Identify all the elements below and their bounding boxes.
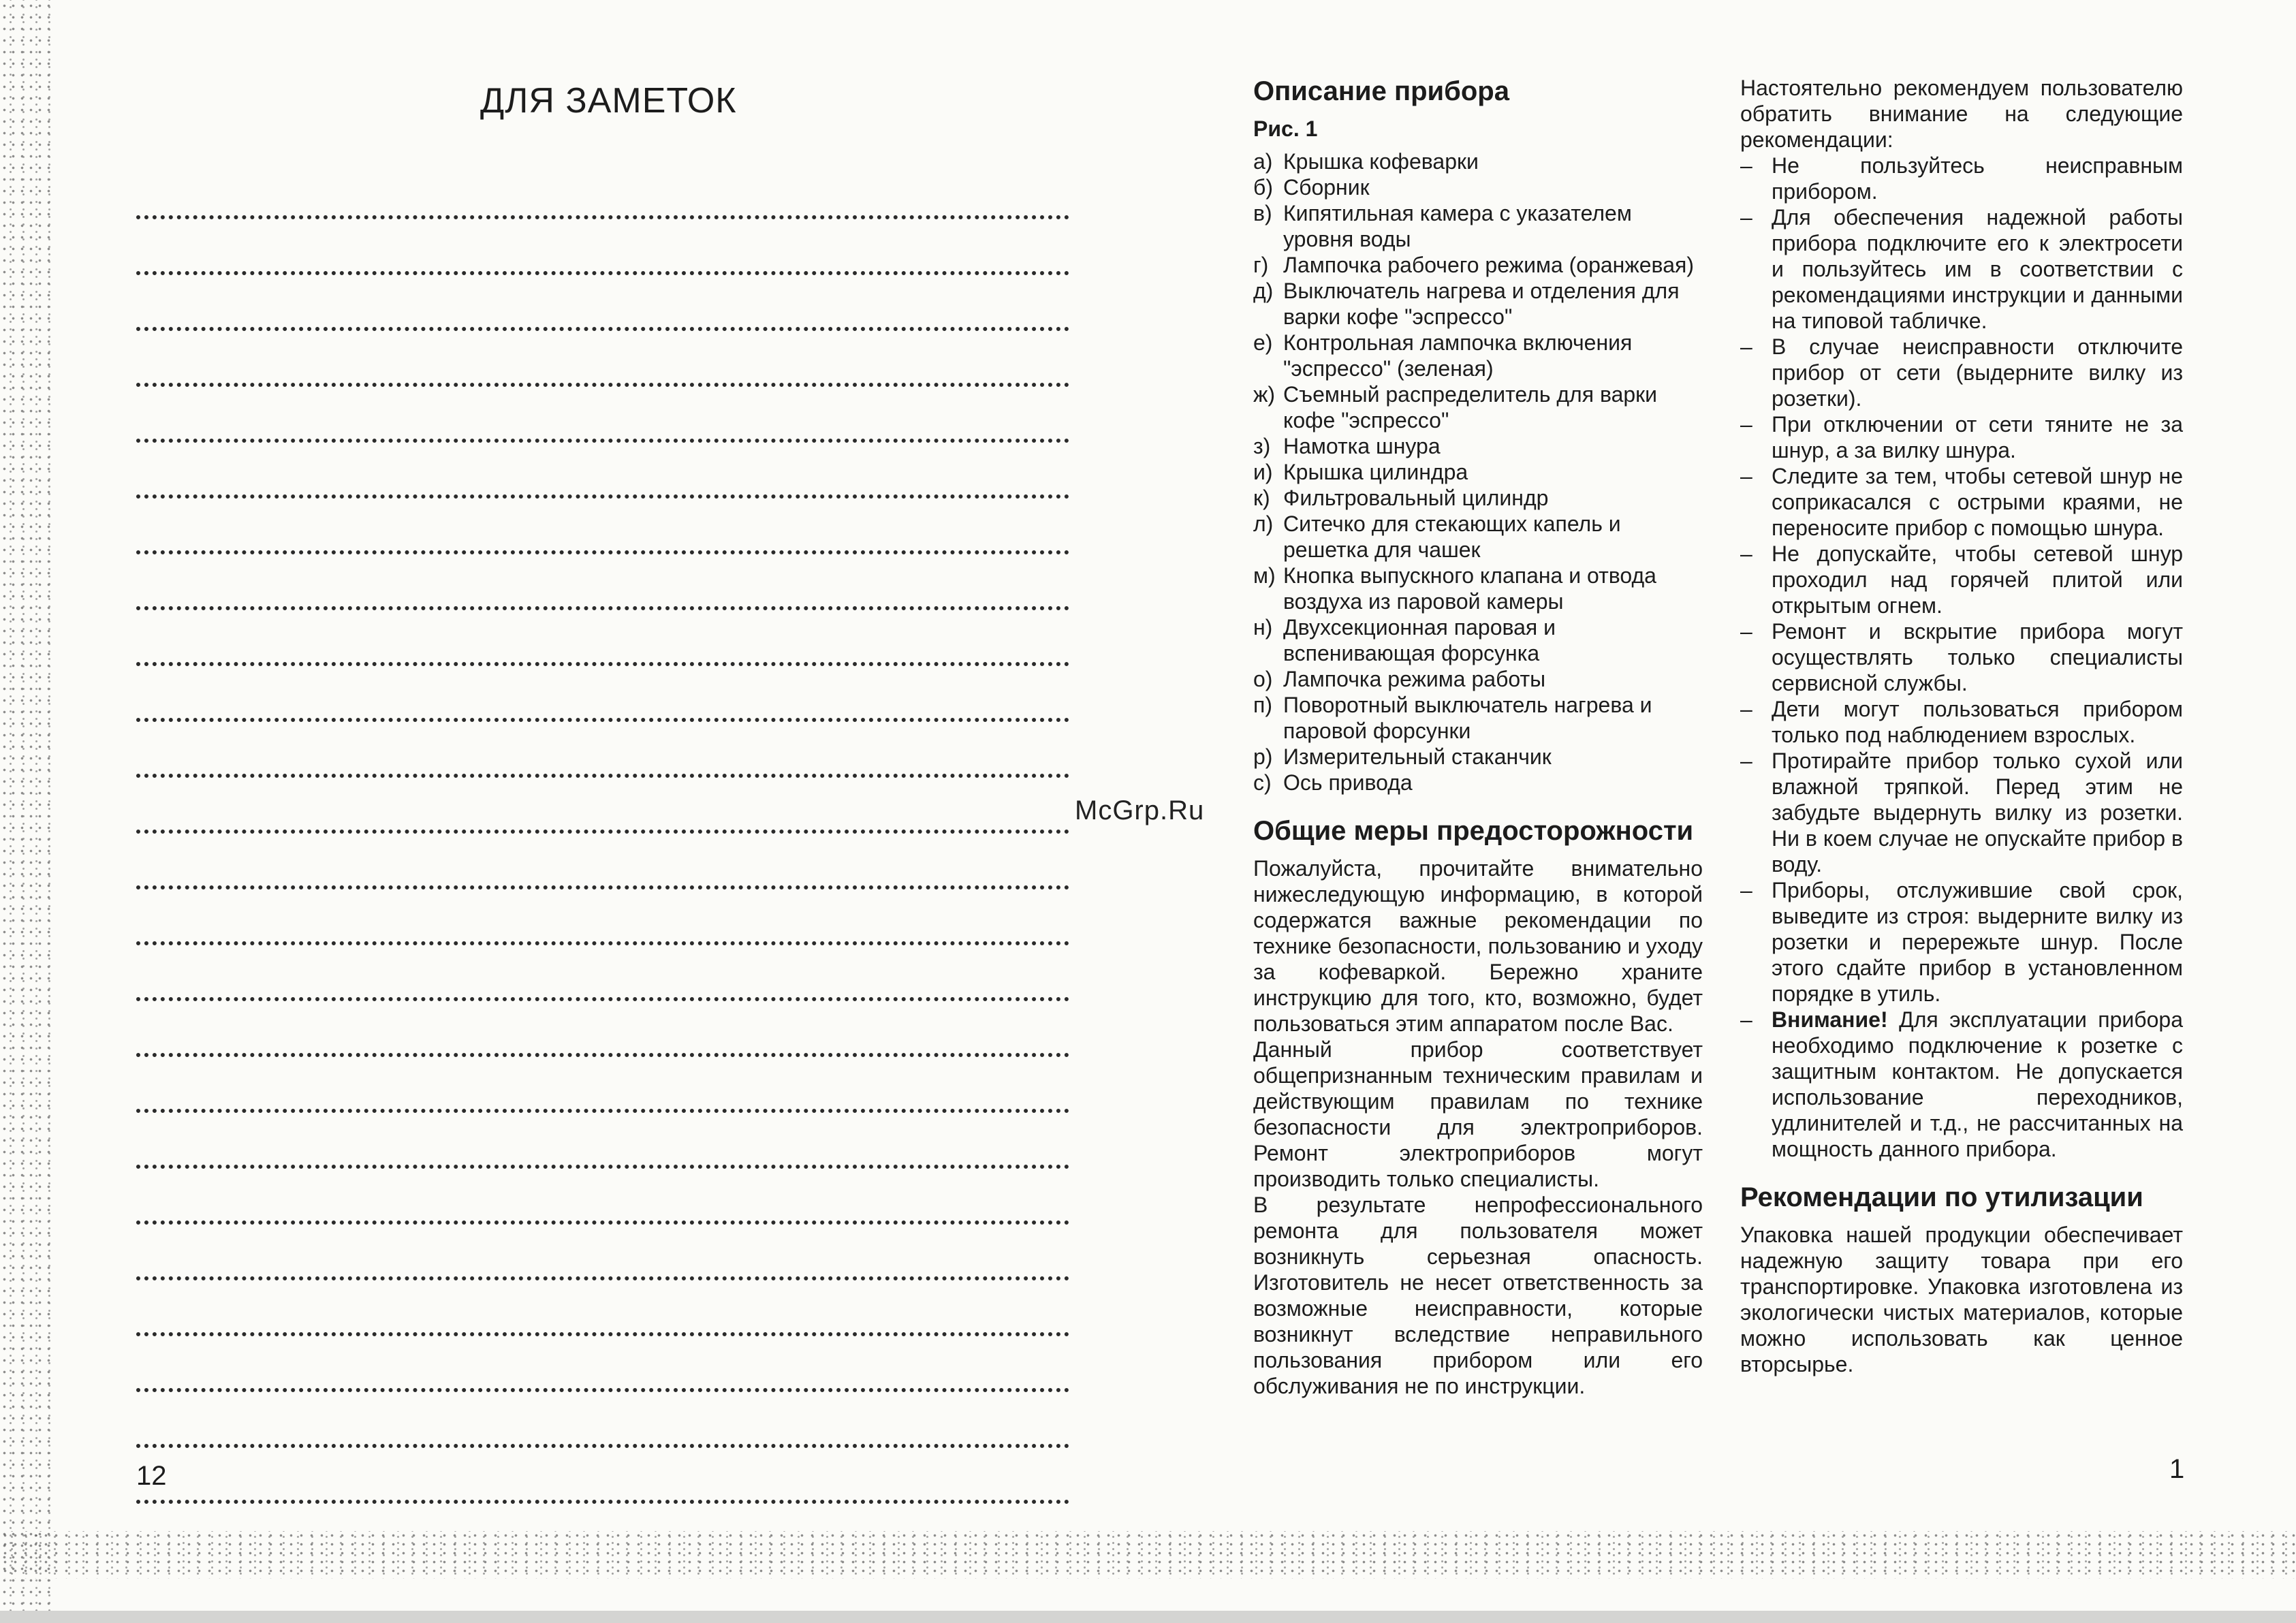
note-line: [136, 1392, 1069, 1448]
part-item: [1253, 148, 1703, 174]
note-line: [136, 722, 1069, 778]
part-marker: и): [1253, 460, 1273, 484]
part-marker: н): [1253, 615, 1273, 640]
note-line: [136, 1336, 1069, 1392]
note-line: [136, 1113, 1069, 1169]
note-line: [136, 443, 1069, 499]
notes-lines: [136, 163, 1069, 1504]
part-item: [1253, 770, 1703, 795]
parts-list: [1253, 148, 1703, 795]
part-text: Контрольная лампочка включения "эспрессо" (зеленая): [1283, 330, 1633, 381]
precautions-paragraph-1: Пожалуйста, прочитайте внимательно нижеследующую информацию, в которой содержатся важные рекомендации по технике безопасности, пользованию и уходу за кофеваркой. Бережно храните инструкцию для того, кто, возможно, будет пользоваться этим аппаратом после Вас.: [1253, 856, 1703, 1036]
recommendation-item: [1740, 463, 2183, 541]
note-line: [136, 778, 1069, 834]
part-item: [1253, 563, 1703, 614]
recommendation-item: [1740, 153, 2183, 204]
recommendation-item: [1740, 748, 2183, 877]
recommendations-list: [1740, 153, 2183, 1007]
note-line: [136, 163, 1069, 219]
part-text: Сборник: [1283, 175, 1370, 200]
list-dash: –: [1740, 878, 1752, 902]
recommendation-text: Ремонт и вскрытие прибора могут осуществлять только специалисты сервисной службы.: [1772, 619, 2183, 695]
part-text: Ось привода: [1283, 770, 1413, 795]
column-description: [1253, 75, 1703, 1399]
part-text: Крышка кофеварки: [1283, 149, 1479, 174]
column-recommendations: [1740, 75, 2183, 1377]
note-line: [136, 387, 1069, 443]
recommendation-text: В случае неисправности отключите прибор от сети (выдерните вилку из розетки).: [1772, 334, 2183, 411]
recommendation-item: [1740, 204, 2183, 334]
notes-title: ДЛЯ ЗАМЕТОК: [480, 81, 737, 121]
part-marker: м): [1253, 563, 1276, 588]
warning-text: Для эксплуатации прибора необходимо подключение к розетке с защитным контактом. Не допускается использование переходников, удлинителей и т.д., не рассчитанных на мощность данного прибора.: [1772, 1007, 2183, 1161]
part-text: Выключатель нагрева и отделения для варки кофе "эспрессо": [1283, 279, 1680, 329]
part-item: [1253, 511, 1703, 563]
part-item: [1253, 381, 1703, 433]
part-text: Съемный распределитель для варки кофе "эспрессо": [1283, 382, 1658, 432]
recommendation-item: [1740, 411, 2183, 463]
recommendation-item: [1740, 334, 2183, 411]
part-text: Кнопка выпускного клапана и отвода воздуха из паровой камеры: [1283, 563, 1656, 614]
part-item: [1253, 433, 1703, 459]
part-marker: о): [1253, 667, 1273, 691]
recommendation-item: [1740, 696, 2183, 748]
part-item: [1253, 174, 1703, 200]
part-marker: д): [1253, 279, 1274, 303]
part-item: [1253, 666, 1703, 692]
precautions-paragraph-2: Данный прибор соответствует общепризнанным техническим правилам и действующим правилам по технике безопасности для электроприборов. Ремонт электроприборов могут производить только специалисты.: [1253, 1037, 1703, 1191]
disposal-heading: Рекомендации по утилизации: [1740, 1182, 2143, 1212]
note-line: [136, 1225, 1069, 1280]
part-marker: к): [1253, 486, 1270, 510]
warning-item: [1740, 1007, 2183, 1162]
part-marker: а): [1253, 149, 1273, 174]
part-marker: л): [1253, 511, 1274, 536]
note-line: [136, 945, 1069, 1001]
recommendation-text: При отключении от сети тяните не за шнур, а за вилку шнура.: [1772, 412, 2183, 462]
part-marker: з): [1253, 434, 1271, 458]
part-marker: г): [1253, 253, 1269, 277]
note-line: [136, 331, 1069, 387]
part-text: Кипятильная камера с указателем уровня воды: [1283, 201, 1632, 251]
list-dash: –: [1740, 153, 1752, 178]
note-line: [136, 1448, 1069, 1504]
part-item: [1253, 330, 1703, 381]
recommendation-item: [1740, 618, 2183, 696]
list-dash: –: [1740, 541, 1752, 566]
list-dash: –: [1740, 334, 1752, 359]
watermark: McGrp.Ru: [1075, 795, 1205, 825]
note-line: [136, 1169, 1069, 1225]
part-text: Ситечко для стекающих капель и решетка для чашек: [1283, 511, 1621, 562]
part-text: Двухсекционная паровая и вспенивающая форсунка: [1283, 615, 1556, 665]
part-marker: б): [1253, 175, 1273, 200]
part-item: [1253, 744, 1703, 770]
part-item: [1253, 692, 1703, 744]
note-line: [136, 889, 1069, 945]
precautions-heading: Общие меры предосторожности: [1253, 816, 1694, 846]
page-number-right: 1: [2169, 1454, 2185, 1484]
part-item: [1253, 614, 1703, 666]
page-number-left: 12: [136, 1461, 167, 1491]
note-line: [136, 834, 1069, 889]
note-line: [136, 1057, 1069, 1113]
recommendation-text: Протирайте прибор только сухой или влажной тряпкой. Перед этим не забудьте выдернуть вилку из розетки. Ни в коем случае не опускайте прибор в воду.: [1772, 749, 2183, 877]
list-dash: –: [1740, 464, 1752, 488]
note-line: [136, 219, 1069, 275]
part-text: Лампочка рабочего режима (оранжевая): [1283, 253, 1694, 277]
recommendations-intro: Настоятельно рекомендуем пользователю обратить внимание на следующие рекомендации:: [1740, 76, 2183, 152]
part-marker: е): [1253, 330, 1273, 355]
recommendation-item: [1740, 877, 2183, 1007]
part-text: Намотка шнура: [1283, 434, 1441, 458]
recommendation-text: Приборы, отслужившие свой срок, выведите из строя: выдерните вилку из розетки и перережьте шнур. После этого сдайте прибор в установленном порядке в утиль.: [1772, 878, 2183, 1006]
note-line: [136, 1001, 1069, 1057]
list-dash: –: [1740, 697, 1752, 721]
recommendation-text: Не пользуйтесь неисправным прибором.: [1772, 153, 2183, 204]
note-line: [136, 666, 1069, 722]
part-text: Поворотный выключатель нагрева и паровой форсунки: [1283, 693, 1652, 743]
list-dash: –: [1740, 619, 1752, 644]
figure-label: Рис. 1: [1253, 116, 1318, 141]
note-line: [136, 499, 1069, 554]
part-text: Измерительный стаканчик: [1283, 744, 1552, 769]
list-dash: –: [1740, 1007, 1752, 1032]
recommendation-item: [1740, 541, 2183, 618]
disposal-text: Упаковка нашей продукции обеспечивает надежную защиту товара при его транспортировке. Упаковка изготовлена из экологически чистых материалов, которые можно использовать как ценное вторсырье.: [1740, 1223, 2183, 1376]
part-item: [1253, 252, 1703, 278]
recommendation-text: Следите за тем, чтобы сетевой шнур не соприкасался с острыми краями, не переносите прибор с помощью шнура.: [1772, 464, 2183, 540]
part-marker: р): [1253, 744, 1273, 769]
part-item: [1253, 200, 1703, 252]
note-line: [136, 554, 1069, 610]
part-marker: с): [1253, 770, 1272, 795]
part-marker: ж): [1253, 382, 1276, 407]
recommendation-text: Дети могут пользоваться прибором только под наблюдением взрослых.: [1772, 697, 2183, 747]
list-dash: –: [1740, 749, 1752, 773]
note-line: [136, 275, 1069, 331]
part-text: Лампочка режима работы: [1283, 667, 1546, 691]
part-item: [1253, 278, 1703, 330]
part-text: Фильтровальный цилиндр: [1283, 486, 1549, 510]
part-item: [1253, 459, 1703, 485]
warning-label: Внимание!: [1772, 1007, 1888, 1032]
note-line: [136, 610, 1069, 666]
part-item: [1253, 485, 1703, 511]
note-line: [136, 1280, 1069, 1336]
part-marker: в): [1253, 201, 1272, 225]
list-dash: –: [1740, 412, 1752, 437]
recommendation-text: Не допускайте, чтобы сетевой шнур проходил над горячей плитой или открытым огнем.: [1772, 541, 2183, 618]
list-dash: –: [1740, 205, 1752, 230]
recommendation-text: Для обеспечения надежной работы прибора подключите его к электросети и пользуйтесь им в соответствии с рекомендациями инструкции и данными на типовой табличке.: [1772, 205, 2183, 333]
warning-item-list: [1740, 1007, 2183, 1162]
description-heading: Описание прибора: [1253, 76, 1509, 106]
part-marker: п): [1253, 693, 1272, 717]
part-text: Крышка цилиндра: [1283, 460, 1468, 484]
precautions-paragraph-3: В результате непрофессионального ремонта для пользователя может возникнуть серьезная опасность. Изготовитель не несет ответственность за возможные неисправности, которые возникнут вследствие неправильного пользования прибором или его обслуживания не по инструкции.: [1253, 1193, 1703, 1398]
